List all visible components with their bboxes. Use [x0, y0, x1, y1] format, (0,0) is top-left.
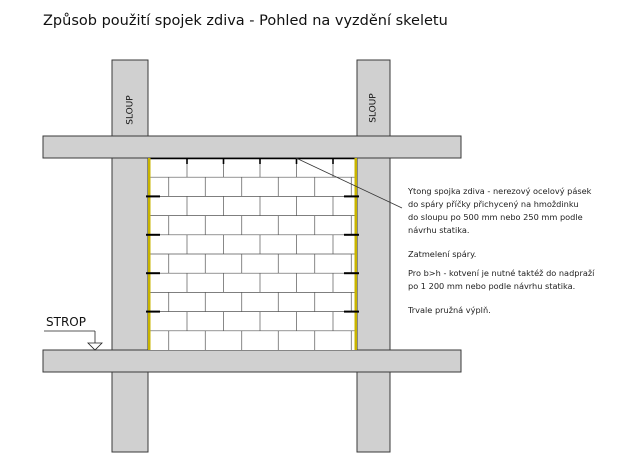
note-anchor-line-2: po 1 200 mm nebo podle návrhu statika.	[408, 281, 576, 291]
note-tie-line-3: do sloupu po 500 mm nebo 250 mm podle	[408, 212, 583, 222]
note-fill: Trvale pružná výplň.	[408, 305, 491, 315]
note-tie-line-1: Ytong spojka zdiva - nerezový ocelový pásek	[408, 186, 592, 196]
floor-label: STROP	[46, 315, 86, 329]
note-anchor-line-1: Pro b>h - kotvení je nutné taktéž do nadpraží	[408, 268, 595, 278]
masonry-infill	[151, 158, 355, 350]
top-beam	[43, 136, 461, 158]
floor-level-triangle-icon	[88, 343, 102, 350]
right-column-label: SLOUP	[368, 93, 379, 123]
note-tie-line-2: do spáry příčky přichycený na hmoždinku	[408, 199, 579, 209]
note-joint: Zatmelení spáry.	[408, 249, 477, 259]
elastic-filler-left	[148, 158, 151, 350]
note-tie-line-4: návrhu statika.	[408, 225, 470, 235]
diagram-title: Způsob použití spojek zdiva - Pohled na vyzdění skeletu	[43, 13, 448, 29]
bottom-beam	[43, 350, 461, 372]
floor-marker	[44, 315, 102, 350]
notes	[407, 186, 595, 315]
left-column-label: SLOUP	[125, 95, 136, 125]
